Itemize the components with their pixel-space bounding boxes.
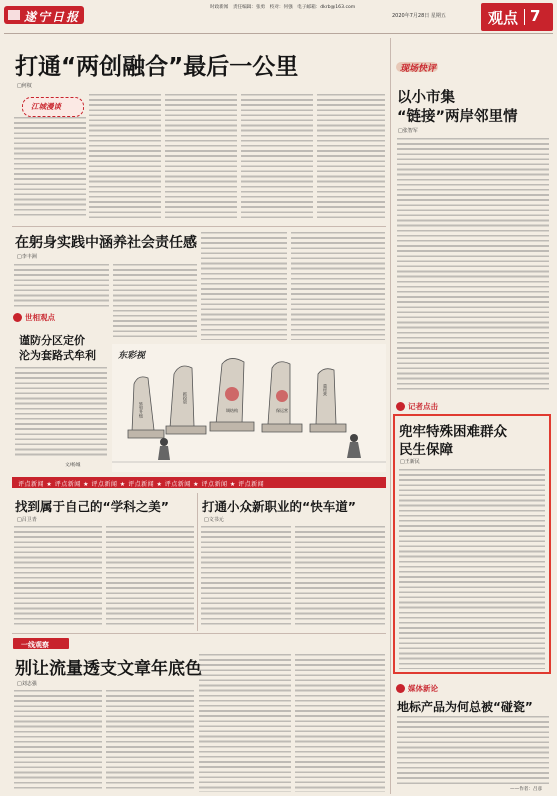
minsheng-tag — [396, 401, 466, 412]
person-icon — [350, 434, 358, 442]
fuwu-tag — [396, 683, 476, 694]
mid-divider — [197, 493, 198, 631]
mini-headline-1: 谨防分区定价 — [19, 334, 85, 347]
minsheng-tag-label: 记者点击 — [408, 402, 438, 411]
section-name: 观点 — [488, 9, 519, 27]
tag-circle-icon — [396, 402, 405, 411]
main-divider — [390, 38, 391, 794]
lead-body-col-3 — [165, 94, 237, 219]
shiji-body — [397, 138, 549, 392]
shiji-tag — [396, 60, 466, 74]
zhiye-body-col-1 — [201, 526, 291, 628]
masthead-info: 时政新闻 责任编辑：张勇 校对：何强 电子邮箱：dkrb@163.com — [210, 5, 356, 10]
zhiye-byline: □文书元 — [204, 517, 224, 523]
person-icon — [160, 438, 168, 446]
logo-text: 遂宁日报 — [24, 10, 81, 24]
lead-body-col-4 — [241, 94, 313, 219]
news-ticker — [12, 477, 386, 488]
section-banner — [481, 3, 553, 31]
chair-label: 调结构 — [226, 408, 238, 413]
xueke-byline: □吕卫青 — [17, 517, 37, 523]
liuliang-headline: 别让流量透支文章年底色 — [15, 659, 202, 679]
mini-author: 文/杨城 — [65, 463, 81, 468]
practice-body-col-1 — [14, 264, 109, 309]
chair-icon — [316, 369, 336, 427]
mini-headline-2: 沦为套路式牟利 — [19, 349, 96, 362]
xueke-body-col-2 — [106, 526, 194, 628]
fuwu-body — [397, 716, 549, 786]
fuwu-tag-label: 媒体新论 — [408, 684, 438, 693]
zhiye-body-col-2 — [295, 526, 385, 628]
minsheng-headline-2: 民生保障 — [399, 442, 453, 458]
shiji-headline-1: 以小市集 — [397, 90, 455, 106]
liuliang-tag — [13, 638, 73, 649]
tag-circle-icon — [13, 313, 22, 322]
xueke-body-col-1 — [14, 526, 102, 628]
practice-body-col-3 — [201, 232, 287, 340]
cartoon — [112, 344, 386, 472]
chair-label: 保运营 — [276, 408, 288, 413]
minsheng-headline-1: 兜牢特殊困难群众 — [399, 424, 507, 440]
coin-icon — [276, 390, 288, 402]
practice-byline: □李丰洲 — [17, 254, 37, 260]
lead-byline: □何权 — [17, 83, 32, 89]
rule-2 — [12, 633, 386, 634]
rule-1 — [12, 226, 386, 227]
liuliang-body-col-4 — [295, 654, 385, 792]
liuliang-body-col-1 — [14, 690, 102, 792]
fuwu-headline: 地标产品为何总被“碰瓷” — [397, 700, 533, 714]
mini-tag — [13, 312, 73, 323]
liuliang-tag-label: 一线观察 — [21, 640, 49, 649]
masthead-date: 2020年7月28日 星期五 — [392, 13, 446, 19]
shiji-byline: □张智军 — [398, 128, 418, 134]
mini-commentary — [13, 312, 109, 472]
masthead-rule — [4, 33, 553, 34]
masthead — [0, 0, 557, 40]
cartoon-caption: 东彩视 — [118, 351, 146, 361]
zhiye-headline: 打通小众新职业的“快车道” — [202, 499, 356, 514]
minsheng-body — [399, 469, 545, 669]
minsheng-byline: □王新民 — [400, 459, 420, 465]
column-tag — [22, 97, 84, 117]
chair-label: 抓投资 — [183, 392, 188, 404]
mini-body — [15, 367, 107, 459]
lead-body-col-1 — [14, 117, 86, 219]
page-number: 7 — [530, 7, 541, 25]
lead-body-col-5 — [317, 94, 385, 219]
minsheng-article — [393, 414, 551, 674]
page-divider — [524, 9, 525, 25]
chair-label: 重经营 — [323, 384, 328, 396]
column-tag-label: 江城漫谈 — [31, 102, 61, 111]
liuliang-body-col-3 — [199, 654, 291, 792]
ticker-text: 评点新闻 ★ 评点新闻 ★ 评点新闻 ★ 评点新闻 ★ 评点新闻 ★ 评点新闻 ★ 评点新闻 — [18, 481, 265, 488]
coin-icon — [225, 387, 239, 401]
cartoon-drawing — [112, 344, 386, 472]
xueke-headline: 找到属于自己的“学科之美” — [15, 499, 169, 514]
newspaper-logo — [4, 4, 84, 26]
practice-body-col-4 — [291, 232, 385, 340]
lead-headline: 打通“两创融合”最后一公里 — [15, 54, 299, 80]
fuwu-author: ——作者：吕彦 — [510, 787, 543, 792]
lead-body-col-2 — [89, 94, 161, 219]
liuliang-byline: □刘志强 — [17, 681, 37, 687]
shiji-tag-label: 现场快评 — [400, 64, 437, 74]
mini-tag-label: 世相观点 — [25, 313, 55, 322]
chair-label: 转型升级 — [139, 402, 144, 418]
tag-circle-icon — [396, 684, 405, 693]
practice-headline: 在躬身实践中涵养社会责任感 — [15, 235, 197, 251]
shiji-headline-2: “链接”两岸邻里情 — [397, 109, 518, 125]
liuliang-body-col-2 — [106, 690, 194, 792]
practice-body-col-2 — [113, 264, 197, 340]
